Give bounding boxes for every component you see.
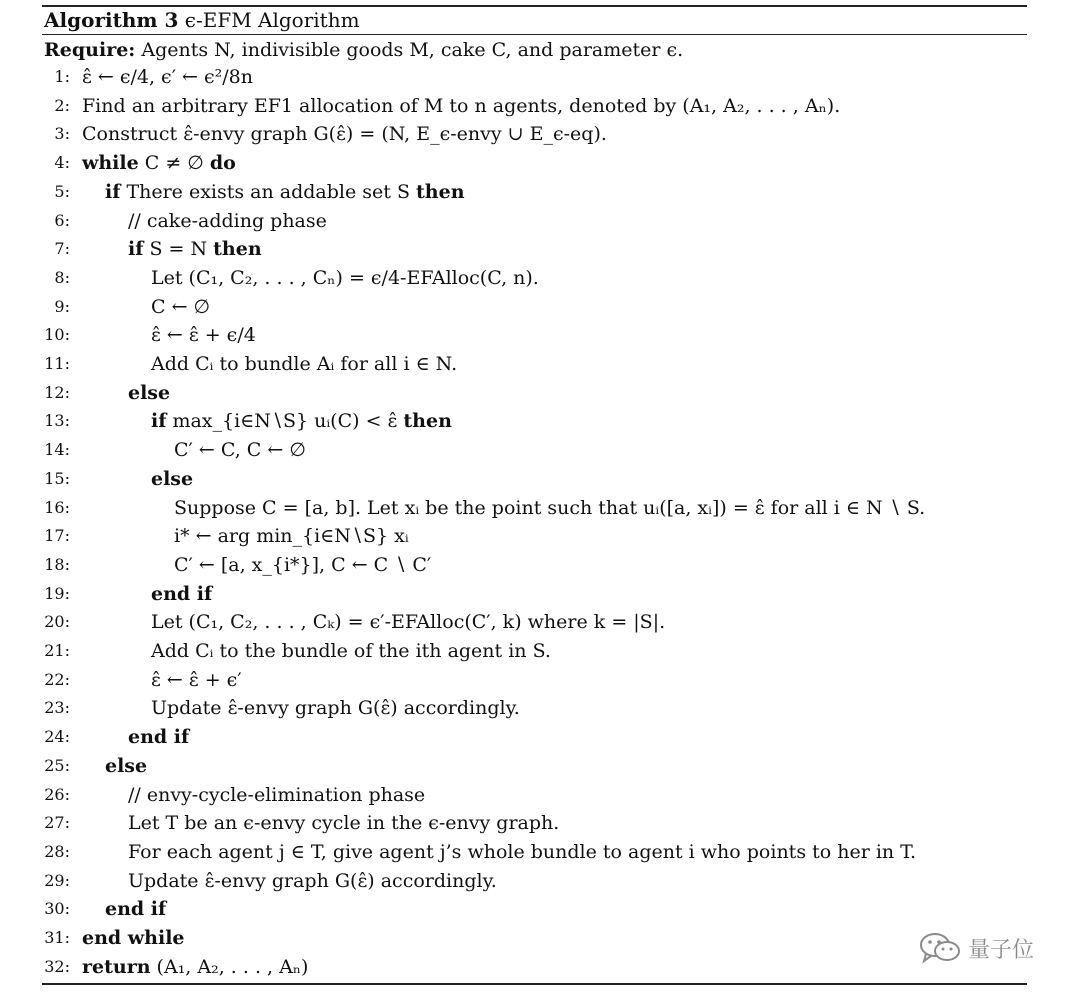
keyword: if: [128, 238, 144, 261]
line-text: [151, 264, 539, 293]
line-number: 13:: [44, 411, 70, 431]
line-number: 23:: [44, 698, 70, 718]
keyword: else: [151, 467, 194, 490]
line-number: 24:: [44, 727, 70, 747]
keyword: then: [213, 238, 262, 261]
keyword: if: [105, 180, 121, 203]
keyword: end if: [105, 898, 167, 921]
line-text: [128, 207, 327, 236]
line-text: [151, 465, 193, 494]
keyword: if: [151, 410, 167, 433]
keyword: then: [416, 180, 465, 203]
line-text: [82, 63, 253, 92]
line-text: [128, 838, 916, 867]
statement-text: Let (C₁, C₂, . . . , Cₖ) = ϵ′-EFAlloc(C′, k) where k = |S|.: [151, 611, 666, 634]
line-number: 19:: [44, 583, 70, 603]
keyword: then: [403, 410, 452, 433]
line-number: 2:: [54, 95, 70, 115]
statement-text: max_{i∈N∖S} uᵢ(C) < ε̂: [166, 410, 404, 433]
caption-label: Algorithm 3: [44, 8, 179, 32]
caption-rule: [42, 34, 1027, 35]
line-text: [151, 580, 212, 609]
line-text: [105, 895, 166, 924]
keyword: do: [209, 152, 236, 175]
line-text: [128, 379, 170, 408]
line-text: [128, 781, 425, 810]
line-text: [151, 407, 452, 436]
statement-text: For each agent j ∈ T, give agent j’s whole bundle to agent i who points to her in T.: [128, 840, 917, 863]
line-number: 12:: [44, 382, 70, 402]
line-text: [174, 522, 409, 551]
statement-text: ε̂ ← ε̂ + ϵ′: [151, 668, 242, 691]
line-number: 26:: [44, 784, 70, 804]
line-number: 10:: [44, 325, 70, 345]
watermark: [918, 930, 1034, 966]
line-text: [174, 551, 431, 580]
keyword: else: [128, 381, 171, 404]
line-text: [128, 723, 189, 752]
line-number: 17:: [44, 526, 70, 546]
require-text: Agents N, indivisible goods M, cake C, and parameter ϵ.: [141, 39, 684, 61]
line-text: [128, 809, 559, 838]
statement-text: ε̂ ← ϵ/4, ϵ′ ← ϵ²/8n: [82, 66, 253, 88]
line-text: [151, 666, 242, 695]
statement-text: Update ε̂-envy graph G(ε̂) accordingly.: [151, 697, 520, 720]
statement-text: Update ε̂-envy graph G(ε̂) accordingly.: [128, 869, 497, 892]
line-number: 28:: [44, 841, 70, 861]
keyword: return: [82, 955, 151, 978]
line-text: [151, 321, 256, 350]
line-text: [128, 235, 262, 264]
statement-text: Add Cᵢ to bundle Aᵢ for all i ∈ N.: [151, 353, 458, 375]
wechat-icon: [918, 930, 962, 966]
line-number: 9:: [54, 296, 70, 316]
statement-text: S = N: [143, 238, 214, 261]
line-text: [82, 149, 236, 178]
line-number: 32:: [44, 956, 70, 976]
keyword: while: [82, 152, 139, 175]
line-number: 20:: [44, 612, 70, 632]
keyword: else: [105, 754, 148, 777]
line-number: 30:: [44, 899, 70, 919]
statement-text: // envy-cycle-elimination phase: [128, 783, 426, 806]
line-text: [82, 953, 308, 982]
require-line: [44, 36, 683, 64]
statement-text: C′ ← [a, x_{i*}], C ← C ∖ C′: [174, 553, 432, 576]
line-text: [82, 92, 840, 121]
line-text: [82, 120, 607, 149]
line-text: [174, 494, 925, 523]
line-text: [151, 350, 457, 379]
line-text: [82, 924, 185, 953]
statement-text: i* ← arg min_{i∈N∖S} xᵢ: [174, 525, 409, 548]
line-number: 11:: [44, 354, 70, 373]
algorithm-caption: [44, 6, 360, 34]
statement-text: // cake-adding phase: [128, 209, 327, 232]
line-number: 22:: [44, 669, 70, 689]
line-text: [105, 752, 147, 781]
line-number: 16:: [44, 497, 70, 517]
line-number: 25:: [44, 755, 70, 775]
line-text: [174, 436, 306, 465]
line-number: 18:: [44, 554, 70, 574]
statement-text: Find an arbitrary EF1 allocation of M to n agents, denoted by (A₁, A₂, . . . , Aₙ).: [82, 94, 841, 117]
statement-text: Construct ε̂-envy graph G(ε̂) = (N, E_ϵ-envy ∪ E_ϵ-eq).: [82, 123, 607, 146]
statement-text: ε̂ ← ε̂ + ϵ/4: [151, 324, 256, 347]
line-number: 21:: [44, 641, 70, 660]
line-number: 5:: [54, 181, 70, 201]
statement-text: C ≠ ∅: [138, 152, 210, 175]
line-number: 27:: [44, 813, 70, 833]
line-text: [151, 637, 551, 666]
statement-text: (A₁, A₂, . . . , Aₙ): [150, 955, 309, 978]
line-number: 6:: [54, 210, 70, 230]
line-number: 31:: [44, 928, 70, 947]
keyword: end if: [151, 582, 213, 605]
line-text: [151, 608, 665, 637]
statement-text: Add Cᵢ to the bundle of the ith agent in S.: [151, 640, 551, 662]
caption-title: ϵ-EFM Algorithm: [184, 8, 360, 32]
line-text: [105, 178, 465, 207]
bottom-rule: [42, 983, 1027, 985]
keyword: end while: [82, 927, 185, 949]
line-number: 4:: [54, 153, 70, 173]
statement-text: Let T be an ϵ-envy cycle in the ϵ-envy graph.: [128, 812, 560, 835]
statement-text: C ← ∅: [151, 295, 211, 318]
line-number: 29:: [44, 870, 70, 890]
statement-text: There exists an addable set S: [120, 180, 417, 203]
line-number: 14:: [44, 440, 70, 460]
line-number: 1:: [54, 67, 70, 86]
line-number: 15:: [44, 468, 70, 488]
statement-text: C′ ← C, C ← ∅: [174, 439, 306, 462]
line-text: [151, 293, 210, 322]
statement-text: Let (C₁, C₂, . . . , Cₙ) = ϵ/4-EFAlloc(C, n).: [151, 266, 539, 289]
require-keyword: Require:: [44, 39, 136, 61]
line-text: [128, 867, 497, 896]
line-text: [151, 694, 520, 723]
watermark-text: 量子位: [968, 937, 1035, 963]
keyword: end if: [128, 726, 190, 749]
statement-text: Suppose C = [a, b]. Let xᵢ be the point such that uᵢ([a, xᵢ]) = ε̂ for all i ∈ N ∖ S.: [174, 496, 926, 519]
line-number: 7:: [54, 239, 70, 259]
line-number: 8:: [54, 267, 70, 287]
line-number: 3:: [54, 124, 70, 144]
